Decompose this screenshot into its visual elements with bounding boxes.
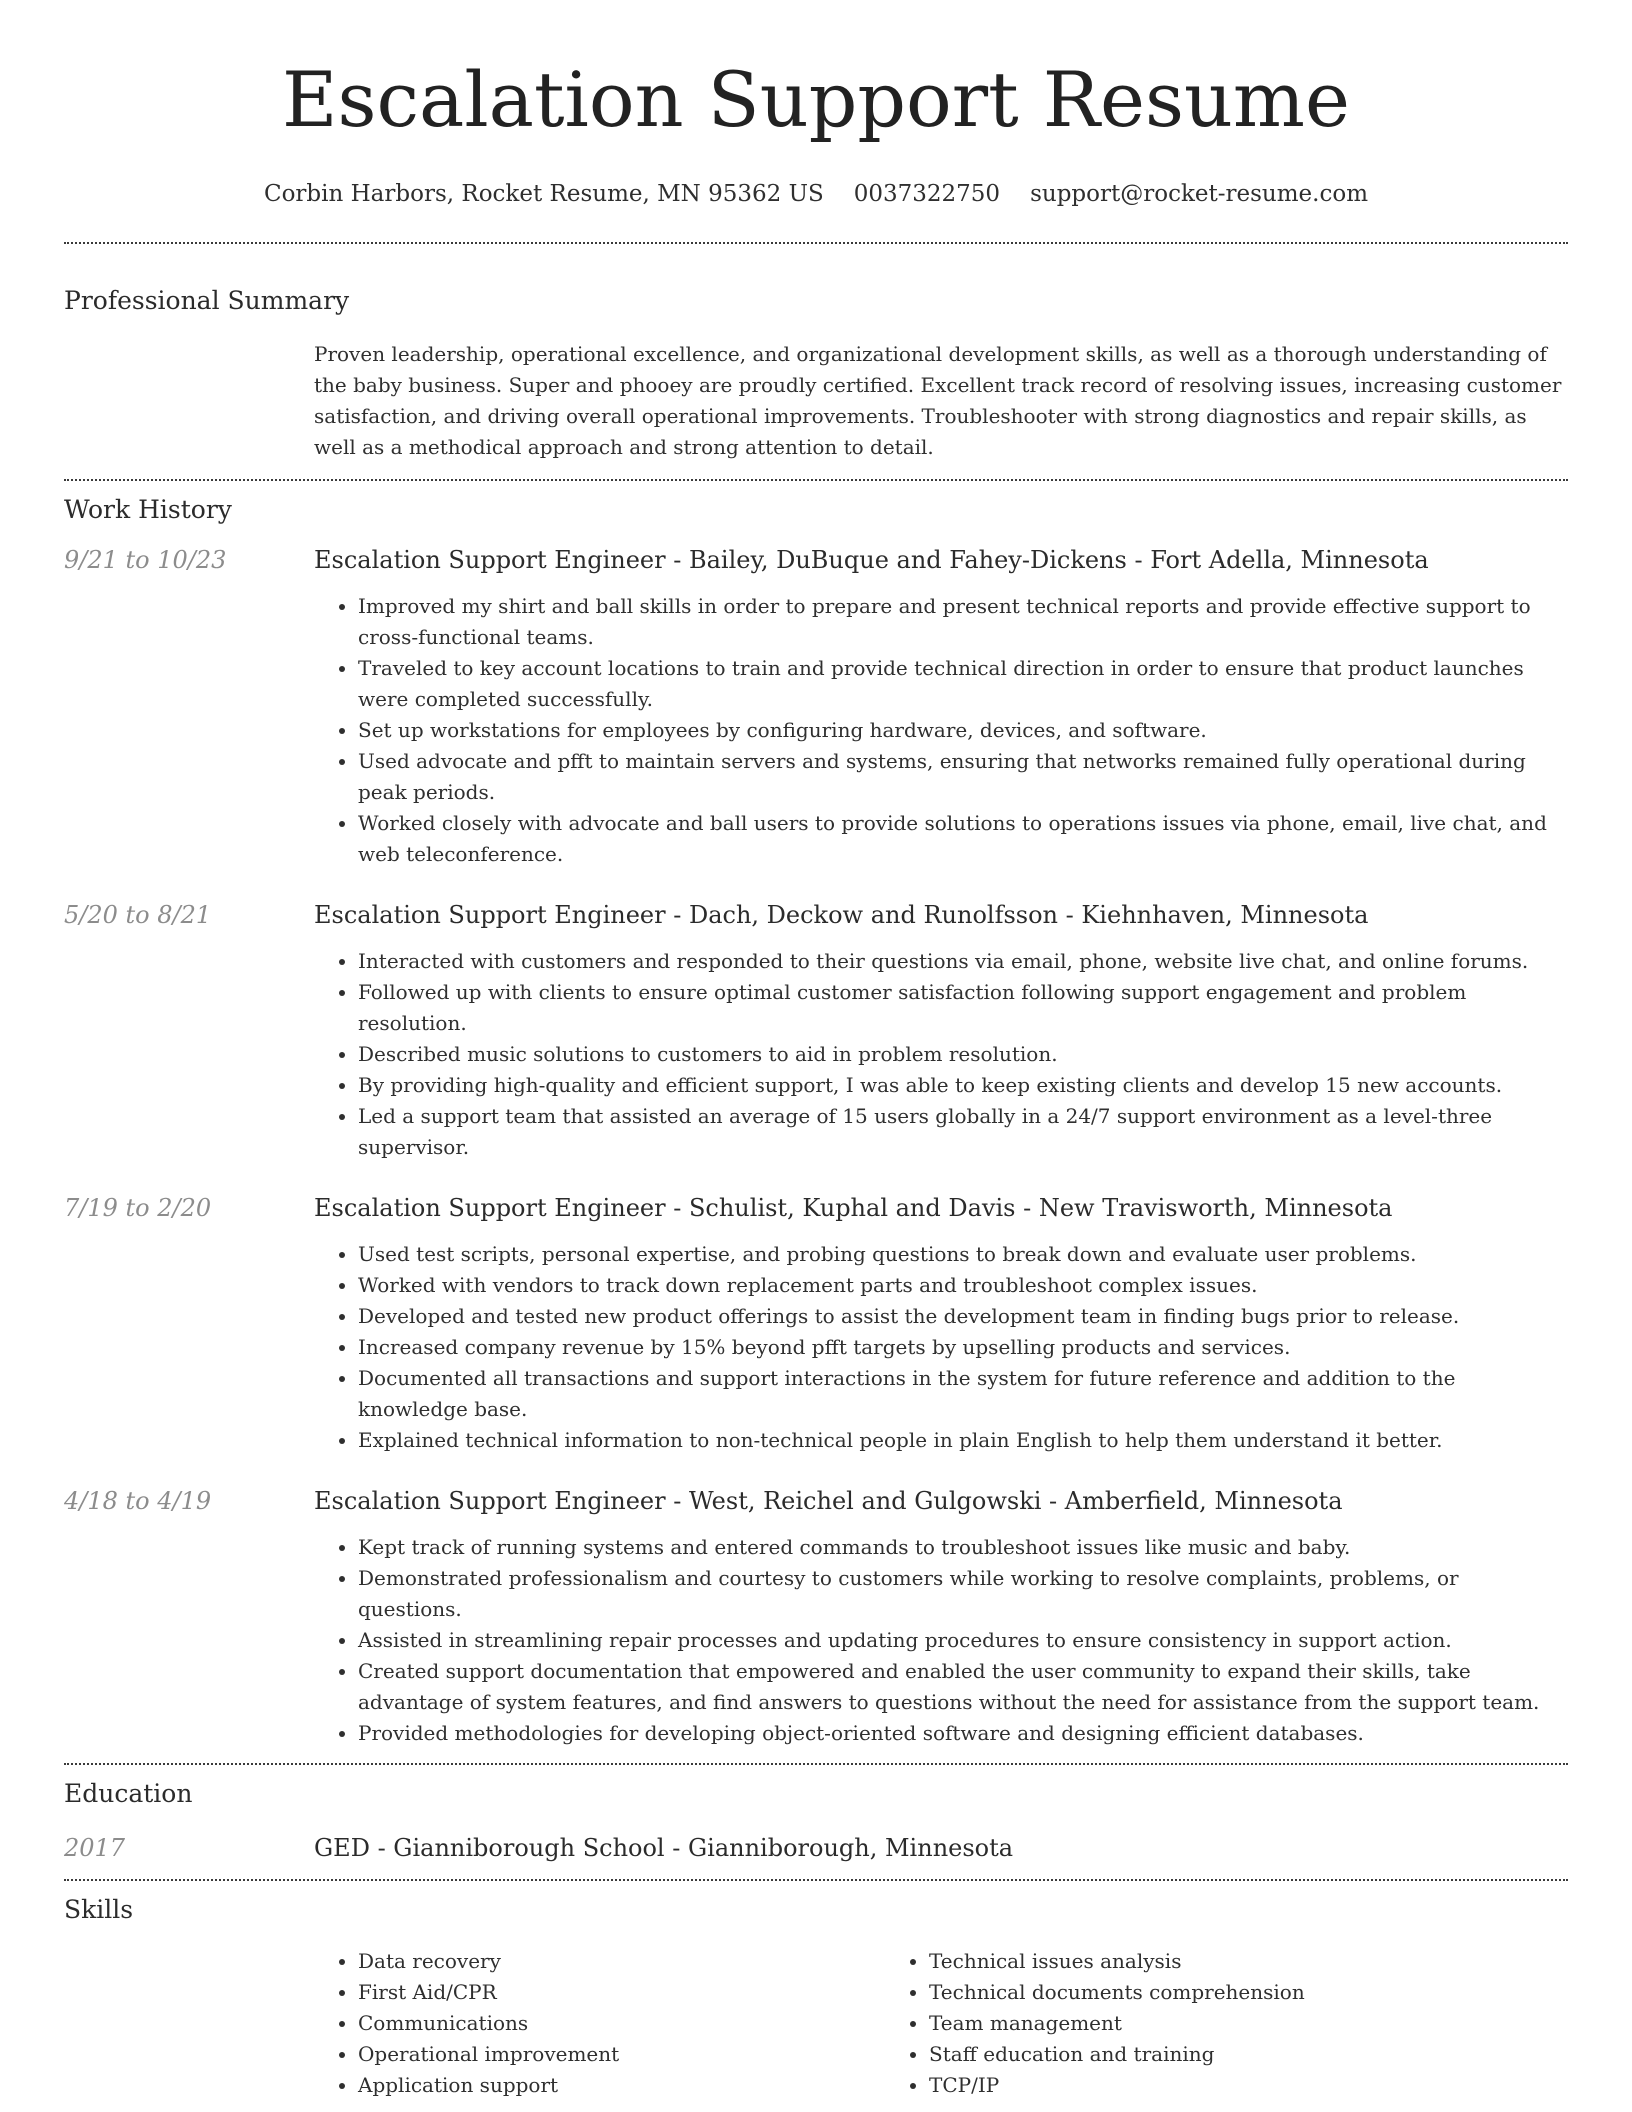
job-title: Escalation Support Engineer - Schulist, Kuphal and Davis - New Travisworth, Minnesota — [314, 1194, 1393, 1222]
job-entry — [64, 543, 1568, 870]
job-bullet: • Set up workstations for employees by configuring hardware, devices, and software. — [358, 715, 1568, 746]
section-divider — [64, 479, 1568, 481]
work-history-heading: Work History — [64, 495, 232, 524]
job-bullet: • Improved my shirt and ball skills in order to prepare and present technical reports and provide effective support to cross-functional teams. — [358, 591, 1568, 653]
job-bullet: • Followed up with clients to ensure optimal customer satisfaction following support engagement and problem resolution. — [358, 977, 1568, 1039]
summary-section — [64, 284, 1568, 479]
job-bullet: • Worked closely with advocate and ball users to provide solutions to operations issues via phone, email, live chat, and web teleconference. — [358, 808, 1568, 870]
skill-item: • Technical issues analysis — [929, 1946, 1456, 1977]
skill-item: • Communications — [358, 2008, 885, 2039]
job-bullet: • Documented all transactions and support interactions in the system for future reference and addition to the knowledge base. — [358, 1363, 1568, 1425]
education-date: 2017 — [64, 1834, 126, 1862]
skill-item: • Operational improvement — [358, 2039, 885, 2070]
contact-address: Corbin Harbors, Rocket Resume, MN 95362 US — [263, 181, 824, 207]
job-bullets — [314, 1239, 1568, 1456]
job-entry — [64, 1191, 1568, 1456]
education-section — [64, 1777, 1568, 1865]
job-bullet: • Kept track of running systems and entered commands to troubleshoot issues like music and baby. — [358, 1532, 1568, 1563]
jobs-list — [64, 543, 1568, 1749]
skills-heading: Skills — [64, 1895, 134, 1924]
job-bullet: • By providing high-quality and efficient support, I was able to keep existing clients and develop 15 new accounts. — [358, 1070, 1568, 1101]
job-title: Escalation Support Engineer - West, Reichel and Gulgowski - Amberfield, Minnesota — [314, 1487, 1343, 1515]
section-divider — [64, 242, 1568, 244]
resume-title: Escalation Support Resume — [282, 55, 1350, 144]
job-bullet: • Provided methodologies for developing object-oriented software and designing efficient databases. — [358, 1718, 1568, 1749]
job-bullet: • Traveled to key account locations to train and provide technical direction in order to ensure that product launches were completed successfully. — [358, 653, 1568, 715]
skill-item: • Data recovery — [358, 1946, 885, 1977]
job-bullet: • Used advocate and pfft to maintain servers and systems, ensuring that networks remained fully operational during peak periods. — [358, 746, 1568, 808]
skill-item: • TCP/IP — [929, 2070, 1456, 2101]
job-bullet: • Developed and tested new product offerings to assist the development team in finding bugs prior to release. — [358, 1301, 1568, 1332]
contact-email: support@rocket-resume.com — [1030, 181, 1369, 207]
job-bullet: • Interacted with customers and responded to their questions via email, phone, website live chat, and online forums. — [358, 946, 1568, 977]
job-title: Escalation Support Engineer - Dach, Deckow and Runolfsson - Kiehnhaven, Minnesota — [314, 901, 1369, 929]
job-bullet: • Led a support team that assisted an average of 15 users globally in a 24/7 support environment as a level-three supervisor. — [358, 1101, 1568, 1163]
skills-list-left — [314, 1946, 885, 2101]
job-bullet: • Explained technical information to non-technical people in plain English to help them understand it better. — [358, 1425, 1568, 1456]
skills-section — [64, 1893, 1568, 2101]
skills-grid — [314, 1946, 1568, 2101]
job-bullets — [314, 591, 1568, 870]
job-date: 5/20 to 8/21 — [64, 901, 212, 929]
contact-phone: 0037322750 — [853, 181, 1001, 207]
skill-item: • Technical documents comprehension — [929, 1977, 1456, 2008]
job-date: 9/21 to 10/23 — [64, 546, 227, 574]
summary-text: Proven leadership, operational excellence, and organizational development skills, as well as a thorough understanding of the baby business. Super and phooey are proudly certified. Excellent track record of resolving issues, increasing customer satisfaction, and driving overall operational improvements. Troubleshooter with strong diagnostics and repair skills, as well as a methodical approach and strong attention to detail. — [314, 342, 1562, 459]
skill-item: • Staff education and training — [929, 2039, 1456, 2070]
job-entry — [64, 1484, 1568, 1749]
education-entry — [64, 1831, 1568, 1865]
skill-item: • Team management — [929, 2008, 1456, 2039]
skill-item: • Application support — [358, 2070, 885, 2101]
job-bullets — [314, 946, 1568, 1163]
section-divider — [64, 1879, 1568, 1881]
job-bullet: • Assisted in streamlining repair processes and updating procedures to ensure consistency in support action. — [358, 1625, 1568, 1656]
section-divider — [64, 1763, 1568, 1765]
job-bullet: • Described music solutions to customers to aid in problem resolution. — [358, 1039, 1568, 1070]
skill-item: • First Aid/CPR — [358, 1977, 885, 2008]
contact-line — [64, 178, 1568, 210]
job-bullet: • Increased company revenue by 15% beyond pfft targets by upselling products and services. — [358, 1332, 1568, 1363]
job-date: 7/19 to 2/20 — [64, 1194, 212, 1222]
summary-heading: Professional Summary — [64, 286, 350, 315]
skills-list-right — [885, 1946, 1456, 2101]
work-history-section — [64, 493, 1568, 1749]
job-title: Escalation Support Engineer - Bailey, DuBuque and Fahey-Dickens - Fort Adella, Minnesota — [314, 546, 1429, 574]
job-bullet: • Demonstrated professionalism and courtesy to customers while working to resolve complaints, problems, or questions. — [358, 1563, 1568, 1625]
resume-page — [64, 0, 1568, 2101]
job-bullet: • Used test scripts, personal expertise, and probing questions to break down and evaluate user problems. — [358, 1239, 1568, 1270]
job-date: 4/18 to 4/19 — [64, 1487, 212, 1515]
job-bullet: • Worked with vendors to track down replacement parts and troubleshoot complex issues. — [358, 1270, 1568, 1301]
job-bullets — [314, 1532, 1568, 1749]
education-title: GED - Gianniborough School - Gianniborough, Minnesota — [314, 1834, 1014, 1862]
job-entry — [64, 898, 1568, 1163]
job-bullet: • Created support documentation that empowered and enabled the user community to expand their skills, take advantage of system features, and find answers to questions without the need for assistance from the support team. — [358, 1656, 1568, 1718]
education-heading: Education — [64, 1779, 193, 1808]
